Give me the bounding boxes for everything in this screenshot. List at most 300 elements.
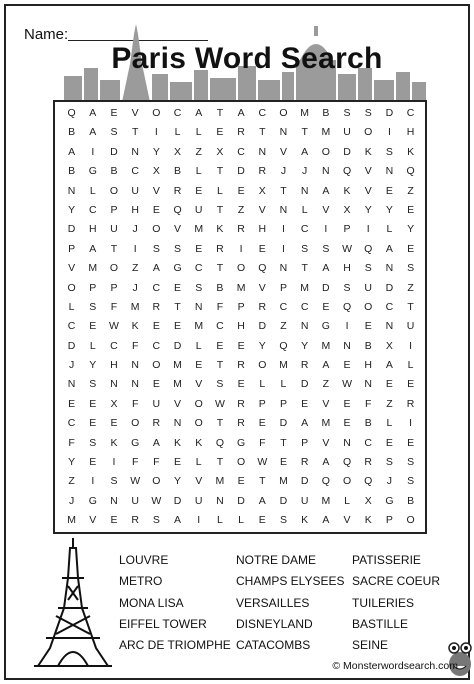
grid-letter: T bbox=[407, 300, 414, 313]
grid-letter: Y bbox=[68, 456, 76, 469]
grid-letter: I bbox=[366, 223, 370, 236]
grid-letter: D bbox=[173, 339, 182, 352]
grid-letter: L bbox=[386, 223, 393, 236]
grid-letter: R bbox=[152, 417, 161, 430]
grid-letter: U bbox=[194, 203, 203, 216]
grid-letter: Q bbox=[342, 300, 352, 313]
grid-letter: E bbox=[195, 184, 203, 197]
grid-letter: Y bbox=[258, 339, 266, 352]
word-list-column-1 bbox=[119, 550, 231, 656]
grid-letter: F bbox=[110, 300, 118, 313]
grid-letter: J bbox=[68, 494, 75, 507]
grid-letter: B bbox=[364, 339, 372, 352]
grid-letter: I bbox=[133, 242, 137, 255]
grid-letter: L bbox=[407, 359, 414, 372]
grid-letter: K bbox=[216, 223, 224, 236]
grid-letter: D bbox=[385, 281, 394, 294]
grid-letter: D bbox=[279, 494, 288, 507]
grid-letter: O bbox=[152, 359, 161, 372]
grid-letter: N bbox=[343, 339, 351, 352]
grid-letter: D bbox=[237, 165, 245, 178]
grid-letter: D bbox=[173, 494, 182, 507]
grid-letter: L bbox=[89, 339, 96, 352]
grid-letter: O bbox=[321, 145, 330, 158]
grid-letter: C bbox=[300, 223, 309, 236]
grid-letter: N bbox=[279, 126, 288, 139]
name-label: Name: bbox=[24, 26, 69, 43]
grid-letter: E bbox=[343, 417, 351, 430]
page-title: Paris Word Search bbox=[111, 42, 383, 75]
grid-letter: A bbox=[385, 242, 393, 255]
grid-letter: A bbox=[258, 494, 266, 507]
grid-letter: N bbox=[131, 359, 139, 372]
grid-letter: E bbox=[216, 339, 224, 352]
grid-letter: B bbox=[68, 126, 76, 139]
grid-letter: D bbox=[300, 475, 309, 488]
grid-letter: C bbox=[67, 417, 76, 430]
grid-letter: P bbox=[279, 397, 287, 410]
grid-letter: Z bbox=[237, 203, 245, 216]
grid-letter: C bbox=[406, 107, 415, 119]
grid-letter: E bbox=[110, 107, 118, 119]
grid-letter: V bbox=[174, 223, 182, 236]
grid-letter: N bbox=[279, 203, 288, 216]
grid-letter: K bbox=[407, 145, 415, 158]
grid-letter: L bbox=[195, 339, 202, 352]
grid-letter: A bbox=[322, 262, 330, 275]
grid-letter: L bbox=[301, 203, 308, 216]
grid-letter: E bbox=[258, 242, 266, 255]
grid-letter: Y bbox=[385, 203, 393, 216]
grid-letter: V bbox=[322, 203, 330, 216]
grid-letter: N bbox=[194, 300, 203, 313]
grid-letter: J bbox=[302, 165, 308, 178]
grid-letter: I bbox=[282, 223, 285, 236]
grid-letter: S bbox=[89, 378, 97, 391]
grid-letter: M bbox=[173, 378, 182, 391]
grid-letter: F bbox=[131, 339, 139, 352]
grid-letter: E bbox=[385, 436, 393, 449]
grid-letter: Y bbox=[301, 339, 309, 352]
grid-letter: P bbox=[279, 281, 287, 294]
grid-letter: E bbox=[385, 184, 393, 197]
grid-letter: R bbox=[237, 223, 245, 236]
grid-letter: V bbox=[364, 165, 372, 178]
grid-letter: Q bbox=[364, 242, 373, 255]
grid-letter: X bbox=[364, 494, 372, 507]
grid-letter: U bbox=[131, 494, 139, 507]
grid-letter: L bbox=[259, 378, 266, 391]
grid-letter: M bbox=[279, 475, 288, 488]
grid-letter: I bbox=[282, 242, 285, 255]
grid-letter: I bbox=[345, 320, 349, 333]
word-item: MONA LISA bbox=[119, 595, 184, 610]
grid-letter: A bbox=[301, 417, 309, 430]
grid-letter: P bbox=[237, 300, 245, 313]
grid-letter: B bbox=[174, 165, 182, 178]
grid-letter: W bbox=[342, 378, 352, 391]
grid-letter: T bbox=[216, 165, 224, 178]
grid-letter: G bbox=[88, 165, 97, 178]
grid-letter: E bbox=[195, 242, 203, 255]
grid-letter: D bbox=[300, 378, 309, 391]
grid-letter: A bbox=[174, 514, 182, 527]
grid-letter: E bbox=[89, 397, 97, 410]
grid-letter: E bbox=[195, 359, 203, 372]
grid-letter: Z bbox=[407, 184, 414, 197]
grid-letter: N bbox=[110, 494, 118, 507]
grid-letter: E bbox=[385, 378, 393, 391]
word-list-column-3 bbox=[352, 550, 440, 656]
grid-letter: K bbox=[343, 184, 351, 197]
grid-letter: L bbox=[195, 165, 202, 178]
grid-letter: R bbox=[131, 514, 139, 527]
grid-letter: S bbox=[89, 300, 97, 313]
grid-letter: C bbox=[110, 339, 118, 352]
grid-letter: E bbox=[174, 281, 182, 294]
grid-letter: R bbox=[237, 126, 245, 139]
grid-letter: R bbox=[216, 242, 224, 255]
grid-letter: N bbox=[385, 320, 394, 333]
word-item: CATACOMBS bbox=[236, 638, 311, 653]
grid-letter: E bbox=[237, 184, 245, 197]
grid-letter: K bbox=[110, 436, 118, 449]
grid-letter: N bbox=[385, 165, 394, 178]
grid-letter: S bbox=[322, 242, 330, 255]
word-item: TUILERIES bbox=[352, 595, 415, 610]
grid-letter: M bbox=[173, 359, 182, 372]
grid-letter: D bbox=[343, 145, 351, 158]
grid-letter: U bbox=[343, 126, 351, 139]
grid-letter: O bbox=[237, 262, 246, 275]
grid-letter: V bbox=[364, 184, 372, 197]
grid-letter: M bbox=[279, 359, 288, 372]
grid-letter: A bbox=[89, 126, 97, 139]
grid-letter: Q bbox=[342, 456, 352, 469]
grid-letter: I bbox=[197, 514, 201, 527]
grid-letter: Q bbox=[173, 203, 182, 216]
grid-letter: C bbox=[216, 320, 224, 333]
grid-letter: G bbox=[173, 262, 182, 275]
grid-letter: T bbox=[216, 203, 224, 216]
grid-letter: M bbox=[321, 417, 331, 430]
grid-letter: X bbox=[343, 203, 351, 216]
grid-letter: E bbox=[237, 378, 245, 391]
grid-letter: V bbox=[152, 184, 160, 197]
grid-letter: T bbox=[174, 300, 181, 313]
grid-letter: K bbox=[174, 436, 182, 449]
grid-letter: S bbox=[110, 126, 118, 139]
grid-letter: S bbox=[195, 281, 203, 294]
grid-letter: B bbox=[216, 281, 224, 294]
grid-letter: G bbox=[237, 436, 246, 449]
grid-letter: C bbox=[385, 300, 394, 313]
grid-letter: A bbox=[322, 359, 330, 372]
grid-letter: T bbox=[280, 184, 287, 197]
grid-letter: A bbox=[322, 514, 330, 527]
grid-letter: N bbox=[300, 320, 309, 333]
eiffel-tower-icon bbox=[32, 538, 114, 670]
word-item: BASTILLE bbox=[352, 616, 409, 631]
grid-letter: O bbox=[237, 456, 246, 469]
word-item: ARC DE TRIOMPHE bbox=[119, 638, 231, 653]
grid-letter: T bbox=[216, 262, 224, 275]
grid-letter: E bbox=[407, 436, 415, 449]
grid-letter: T bbox=[301, 262, 308, 275]
grid-letter: N bbox=[131, 145, 139, 158]
grid-letter: M bbox=[215, 475, 225, 488]
grid-letter: A bbox=[68, 145, 76, 158]
grid-letter: T bbox=[216, 417, 224, 430]
grid-letter: E bbox=[258, 514, 266, 527]
grid-letter: E bbox=[343, 359, 351, 372]
grid-letter: S bbox=[364, 262, 372, 275]
word-item: SACRE COEUR bbox=[352, 574, 441, 589]
grid-letter: A bbox=[322, 456, 330, 469]
grid-letter: F bbox=[365, 397, 372, 410]
grid-letter: A bbox=[89, 107, 97, 119]
grid-letter: X bbox=[152, 165, 160, 178]
grid-letter: N bbox=[385, 262, 394, 275]
word-item: NOTRE DAME bbox=[236, 553, 317, 567]
grid-letter: P bbox=[258, 397, 266, 410]
grid-letter: S bbox=[279, 514, 287, 527]
grid-letter: T bbox=[216, 107, 224, 119]
grid-letter: E bbox=[407, 378, 415, 391]
word-item: DISNEYLAND bbox=[236, 616, 313, 631]
grid-letter: H bbox=[237, 320, 245, 333]
grid-letter: V bbox=[322, 436, 330, 449]
grid-letter: Q bbox=[321, 475, 330, 488]
grid-letter: W bbox=[151, 494, 162, 507]
grid-letter: O bbox=[194, 397, 203, 410]
grid-letter: L bbox=[238, 514, 245, 527]
grid-letter: D bbox=[67, 339, 76, 352]
grid-letter: N bbox=[131, 378, 139, 391]
grid-letter: L bbox=[195, 456, 202, 469]
word-item: CHAMPS ELYSEES bbox=[236, 574, 345, 589]
grid-letter: K bbox=[364, 145, 372, 158]
grid-letter: C bbox=[131, 165, 139, 178]
grid-letter: V bbox=[322, 397, 330, 410]
grid-letter: E bbox=[89, 456, 97, 469]
grid-letter: Y bbox=[68, 203, 76, 216]
grid-letter: F bbox=[131, 397, 139, 410]
grid-letter: X bbox=[258, 184, 266, 197]
grid-letter: F bbox=[259, 436, 266, 449]
word-item: SEINE bbox=[352, 638, 389, 653]
grid-letter: S bbox=[216, 378, 224, 391]
grid-letter: O bbox=[67, 281, 76, 294]
grid-letter: Y bbox=[174, 475, 182, 488]
grid-letter: W bbox=[342, 242, 352, 255]
grid-letter: Z bbox=[280, 320, 287, 333]
grid-letter: Q bbox=[364, 475, 373, 488]
grid-letter: U bbox=[300, 494, 309, 507]
grid-letter: S bbox=[385, 145, 393, 158]
grid-letter: R bbox=[258, 300, 267, 313]
grid-letter: I bbox=[409, 417, 413, 430]
grid-letter: D bbox=[322, 281, 330, 294]
grid-letter: Y bbox=[152, 145, 160, 158]
grid-letter: U bbox=[152, 397, 161, 410]
grid-letter: P bbox=[110, 281, 118, 294]
grid-letter: R bbox=[300, 359, 309, 372]
grid-letter: S bbox=[174, 242, 182, 255]
grid-letter: Q bbox=[258, 262, 267, 275]
grid-letter: I bbox=[91, 145, 95, 158]
grid-letter: I bbox=[324, 223, 328, 236]
word-item: VERSAILLES bbox=[236, 595, 310, 610]
grid-letter: G bbox=[131, 436, 140, 449]
grid-letter: J bbox=[132, 281, 138, 294]
grid-letter: E bbox=[152, 203, 160, 216]
grid-letter: H bbox=[258, 223, 267, 236]
grid-letter: J bbox=[132, 223, 138, 236]
grid-letter: W bbox=[109, 320, 119, 333]
worksheet bbox=[4, 4, 470, 680]
grid-letter: M bbox=[236, 281, 246, 294]
grid-letter: B bbox=[322, 107, 330, 119]
grid-letter: E bbox=[174, 320, 182, 333]
grid-letter: O bbox=[109, 262, 119, 275]
grid-letter: H bbox=[364, 359, 373, 372]
grid-letter: W bbox=[214, 397, 225, 410]
grid-letter: J bbox=[280, 165, 287, 178]
letter-grid bbox=[61, 104, 421, 531]
grid-letter: D bbox=[67, 223, 76, 236]
grid-letter: M bbox=[321, 339, 331, 352]
grid-letter: F bbox=[153, 456, 160, 469]
grid-letter: E bbox=[110, 417, 118, 430]
grid-letter: E bbox=[407, 203, 415, 216]
grid-letter: W bbox=[257, 456, 268, 469]
grid-letter: O bbox=[364, 300, 373, 313]
grid-letter: H bbox=[406, 126, 415, 139]
grid-letter: D bbox=[237, 494, 245, 507]
grid-letter: K bbox=[301, 514, 309, 527]
grid-letter: N bbox=[67, 184, 76, 197]
grid-letter: E bbox=[279, 456, 287, 469]
grid-letter: S bbox=[110, 475, 118, 488]
grid-letter: Q bbox=[342, 165, 352, 178]
grid-letter: M bbox=[194, 223, 204, 236]
grid-letter: N bbox=[67, 378, 76, 391]
grid-letter: X bbox=[110, 397, 118, 410]
grid-letter: E bbox=[89, 417, 97, 430]
grid-letter: E bbox=[301, 397, 309, 410]
grid-letter: V bbox=[174, 397, 182, 410]
footer-credit: © Monsterwordsearch.com bbox=[332, 660, 458, 672]
grid-letter: T bbox=[301, 126, 308, 139]
grid-letter: K bbox=[131, 320, 139, 333]
grid-letter: L bbox=[386, 417, 393, 430]
grid-letter: I bbox=[91, 475, 95, 488]
grid-letter: S bbox=[407, 475, 415, 488]
grid-letter: A bbox=[301, 145, 309, 158]
word-search-grid bbox=[53, 100, 427, 534]
grid-letter: I bbox=[387, 126, 391, 139]
grid-letter: R bbox=[300, 456, 309, 469]
grid-letter: M bbox=[321, 494, 331, 507]
word-item: PATISSERIE bbox=[352, 553, 421, 567]
word-item: METRO bbox=[119, 574, 163, 589]
grid-letter: I bbox=[409, 339, 413, 352]
grid-letter: O bbox=[279, 107, 288, 119]
grid-letter: N bbox=[258, 145, 267, 158]
grid-letter: E bbox=[407, 242, 415, 255]
grid-letter: C bbox=[258, 107, 267, 119]
grid-letter: N bbox=[300, 184, 309, 197]
grid-letter: T bbox=[216, 359, 224, 372]
grid-letter: B bbox=[364, 417, 372, 430]
grid-letter: P bbox=[68, 242, 76, 255]
grid-letter: Z bbox=[407, 281, 414, 294]
grid-letter: S bbox=[152, 514, 160, 527]
grid-letter: O bbox=[258, 359, 267, 372]
grid-letter: S bbox=[385, 456, 393, 469]
grid-letter: W bbox=[130, 475, 141, 488]
grid-letter: S bbox=[152, 242, 160, 255]
grid-letter: E bbox=[322, 300, 330, 313]
grid-letter: X bbox=[216, 145, 224, 158]
grid-letter: T bbox=[259, 475, 266, 488]
grid-letter: Y bbox=[364, 203, 372, 216]
grid-letter: C bbox=[194, 262, 203, 275]
grid-letter: D bbox=[385, 107, 394, 119]
grid-letter: E bbox=[110, 514, 118, 527]
monster-icon bbox=[446, 640, 474, 678]
grid-letter: U bbox=[110, 223, 118, 236]
grid-letter: H bbox=[110, 359, 118, 372]
grid-letter: T bbox=[110, 242, 118, 255]
grid-letter: Z bbox=[322, 378, 330, 391]
grid-letter: M bbox=[194, 320, 204, 333]
grid-letter: J bbox=[68, 359, 75, 372]
grid-letter: O bbox=[342, 475, 352, 488]
grid-letter: Z bbox=[131, 262, 139, 275]
grid-letter: R bbox=[237, 397, 245, 410]
grid-letter: N bbox=[173, 417, 182, 430]
grid-letter: P bbox=[110, 203, 118, 216]
grid-letter: E bbox=[174, 456, 182, 469]
grid-letter: H bbox=[88, 223, 97, 236]
grid-letter: I bbox=[154, 126, 158, 139]
grid-letter: M bbox=[321, 126, 331, 139]
grid-letter: E bbox=[258, 417, 266, 430]
grid-letter: I bbox=[112, 456, 116, 469]
grid-letter: O bbox=[152, 107, 161, 119]
grid-letter: N bbox=[364, 378, 373, 391]
grid-letter: C bbox=[152, 339, 161, 352]
grid-letter: V bbox=[89, 514, 97, 527]
grid-letter: A bbox=[195, 107, 203, 119]
grid-letter: F bbox=[216, 300, 224, 313]
grid-letter: U bbox=[131, 184, 139, 197]
grid-letter: T bbox=[131, 126, 139, 139]
grid-letter: A bbox=[237, 107, 245, 119]
grid-letter: N bbox=[216, 494, 224, 507]
grid-letter: E bbox=[343, 397, 351, 410]
grid-letter: M bbox=[67, 514, 76, 527]
grid-letter: D bbox=[110, 145, 118, 158]
word-item: EIFFEL TOWER bbox=[119, 616, 207, 631]
grid-letter: V bbox=[279, 145, 287, 158]
grid-letter: Q bbox=[215, 436, 224, 449]
grid-letter: L bbox=[216, 514, 223, 527]
grid-letter: Q bbox=[67, 107, 76, 119]
grid-letter: V bbox=[131, 107, 139, 119]
